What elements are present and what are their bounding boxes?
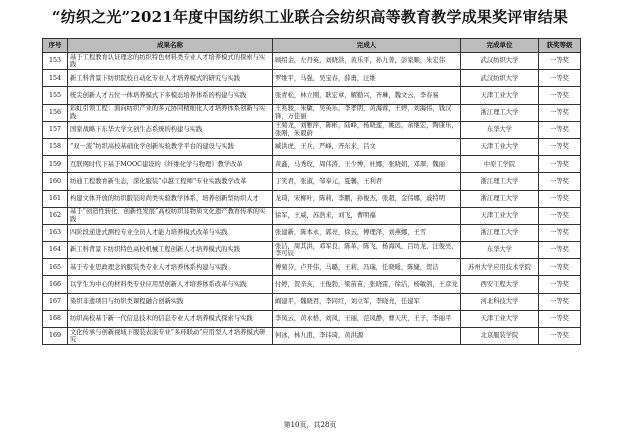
serial-cell: 163	[43, 224, 68, 241]
achievement-name-cell: 基于“创造性转化、创新性发展”高校纺织非物质文化遗产教育传承的实践	[68, 207, 273, 224]
contributors-cell: 何冰，林九甫，李玮琦，黄洪源	[273, 328, 461, 345]
table-row	[43, 87, 581, 104]
institution-cell: 西安工程大学	[461, 276, 539, 293]
contributors-cell: 罗维平，马强，吴宝春，薛勇，汪维	[273, 70, 461, 87]
serial-cell: 168	[43, 310, 68, 327]
award-level-cell: 一等奖	[539, 224, 581, 241]
table-row	[43, 224, 581, 241]
achievement-name-cell: 新工科背景下纺织特色高校机械工程创新人才培养模式的实践	[68, 242, 273, 259]
table-row	[43, 276, 581, 293]
contributors-cell: 李凤云，黄永格，刘凤，王丽，范凤静，曹天庆，王子，李丽平	[273, 310, 461, 327]
institution-cell: 浙江理工大学	[461, 173, 539, 190]
institution-cell: 天津工业大学	[461, 138, 539, 155]
serial-cell: 160	[43, 173, 68, 190]
serial-cell: 156	[43, 104, 68, 121]
contributors-cell: 张建新，陈本永，郭亮，徐云，傅理泽，刘燕娜，王雪	[273, 224, 461, 241]
institution-cell: 中原工学院	[461, 156, 539, 173]
achievement-name-cell: 统尖创新人才五位一体培养模式下多模态培养体系的构建与实践	[68, 87, 273, 104]
table-row	[43, 310, 581, 327]
award-level-cell: 一等奖	[539, 70, 581, 87]
achievement-name-cell: 互联网时代下基于MOOC建设的《纤维化学与物理》教学改革	[68, 156, 273, 173]
award-level-cell: 一等奖	[539, 242, 581, 259]
institution-cell: 东华大学	[461, 242, 539, 259]
header-institution: 完成单位	[461, 39, 539, 53]
institution-cell: 浙江理工大学	[461, 224, 539, 241]
serial-cell: 167	[43, 293, 68, 310]
institution-cell: 天津工业大学	[461, 87, 539, 104]
contributors-cell: 徐军，王威，苏浩来，刘飞，曹明福	[273, 207, 461, 224]
header-contributors: 完成人	[273, 39, 461, 53]
achievement-name-cell: 四阶段递进式测控专业全员人才能力培养模式改革与实践	[68, 224, 273, 241]
achievement-name-cell: 纺通工程教育新生态，深化服装“卓越工程师”专业实践教学改革	[68, 173, 273, 190]
serial-cell: 166	[43, 276, 68, 293]
institution-cell: 武汉纺织大学	[461, 70, 539, 87]
institution-cell: 天津工业大学	[461, 207, 539, 224]
table-header-row	[43, 39, 581, 53]
table-row	[43, 293, 581, 310]
table-row	[43, 121, 581, 138]
serial-cell: 165	[43, 259, 68, 276]
serial-cell: 159	[43, 156, 68, 173]
award-level-cell: 一等奖	[539, 190, 581, 207]
table-row	[43, 190, 581, 207]
serial-cell: 158	[43, 138, 68, 155]
serial-cell: 169	[43, 328, 68, 345]
institution-cell: 浙江理工大学	[461, 104, 539, 121]
institution-cell: 天津工业大学	[461, 310, 539, 327]
contributors-cell: 阚建平，魏晓君，李同红，刘立军，李晓亮，任建军	[273, 293, 461, 310]
contributors-cell: 张青松，林立刚，耿宏章，解勤兴，齐琳，魏文云，李春易	[273, 87, 461, 104]
serial-cell: 155	[43, 87, 68, 104]
table-row	[43, 138, 581, 155]
award-level-cell: 一等奖	[539, 276, 581, 293]
award-level-cell: 一等奖	[539, 104, 581, 121]
achievement-name-cell: 染织非遗项目与纺织类课程融合创新实践	[68, 293, 273, 310]
table-row	[43, 53, 581, 70]
institution-cell: 北京服装学院	[461, 328, 539, 345]
award-level-cell: 一等奖	[539, 156, 581, 173]
award-level-cell: 一等奖	[539, 310, 581, 327]
achievement-name-cell: “双一流”纺织高校基础化学创新实验教学平台的建设与实践	[68, 138, 273, 155]
serial-cell: 161	[43, 190, 68, 207]
award-level-cell: 一等奖	[539, 293, 581, 310]
institution-cell: 东华大学	[461, 121, 539, 138]
achievement-name-cell: 彩虹引领工程：面向纺织产业的多元协同精细化人才培养体系创新与实践	[68, 104, 273, 121]
award-level-cell: 一等奖	[539, 53, 581, 70]
achievement-name-cell: 以学生为中心的材料类专业应用型创新人才培养体系改革与实践	[68, 276, 273, 293]
contributors-cell: 王菊龙，刘雅萍，陈彬，陆峰，杨晓莲，姚远，余继宏，陶康乐，张刚，朱毅蔚	[273, 121, 461, 138]
table-row	[43, 104, 581, 121]
serial-cell: 154	[43, 70, 68, 87]
award-level-cell: 一等奖	[539, 207, 581, 224]
institution-cell: 浙江理工大学	[461, 190, 539, 207]
results-table	[42, 38, 581, 345]
contributors-cell: 张洁，周其洪，邓军良，陈革，陈飞，杨海风，吕坊龙，汪俊亮，李可辰	[273, 242, 461, 259]
achievement-name-cell: 国家战略下东华大学文创生态系统的构建与实践	[68, 121, 273, 138]
serial-cell: 157	[43, 121, 68, 138]
header-award-level: 获奖等级	[539, 39, 581, 53]
table-row	[43, 328, 581, 345]
achievement-name-cell: 基于工程教育认证理念的纺织特色材料类专业人才培养模式的探索与实践	[68, 53, 273, 70]
page-number: 第10页，共28页	[283, 421, 337, 429]
serial-cell: 164	[43, 242, 68, 259]
achievement-name-cell: 构建文体开放的纺织服装时尚类实验教学体系，培养创新型纺织人才	[68, 190, 273, 207]
serial-cell: 153	[43, 53, 68, 70]
table-row	[43, 207, 581, 224]
award-level-cell: 一等奖	[539, 138, 581, 155]
contributors-cell: 黄鑫，马秀玫，周伟涛，王少博，杜娜，张晓娟，邓翠，魏丽	[273, 156, 461, 173]
achievement-name-cell: 文化传承与创新视域下服装表演专业“多环联动”应用型人才培养模式研究	[68, 328, 273, 345]
table-row	[43, 70, 581, 87]
table-row	[43, 259, 581, 276]
institution-cell: 苏州大学应用技术学院	[461, 259, 539, 276]
contributors-cell: 臧洪虎，王兵，严峰，齐东来，吕文	[273, 138, 461, 155]
award-level-cell: 一等奖	[539, 87, 581, 104]
institution-cell: 武汉纺织大学	[461, 53, 539, 70]
header-serial: 序号	[43, 39, 68, 53]
achievement-name-cell: 基于专业思政理念的服装类专业人才培养体系构建与实践	[68, 259, 273, 276]
table-row	[43, 242, 581, 259]
institution-cell: 河北科技大学	[461, 293, 539, 310]
table-row	[43, 173, 581, 190]
award-level-cell: 一等奖	[539, 121, 581, 138]
table-row	[43, 156, 581, 173]
award-level-cell: 一等奖	[539, 328, 581, 345]
serial-cell: 162	[43, 207, 68, 224]
contributors-cell: 傅菊芬，卢开伟，马璐，王莉，冯瑞，任晓暖，陈婕，贺洁	[273, 259, 461, 276]
contributors-cell: 顾绍金，左丹英，刘晓洪，黄乐平，孙九菁，彭家顺，朱宏伟	[273, 53, 461, 70]
header-achievement-name: 成果名称	[68, 39, 273, 53]
contributors-cell: 丁笑君，张淑，邹奉元，夏馨，王利君	[273, 173, 461, 190]
contributors-cell: 付婷，贺辛亥，王俊勃，梁苗苗，张晓雷，徐洁，杨敏鸽，王彦龙	[273, 276, 461, 293]
achievement-name-cell: 新工科背景下纺织院校自动化专业人才培养模式的研究与实践	[68, 70, 273, 87]
contributors-cell: 王兆骏，朱敏，吴英乐，李孝明，黄海蓉，王婷，刘海伟，钱汉锋，万佳丽	[273, 104, 461, 121]
page-title: “纺织之光”2021年度中国纺织工业联合会纺织高等教育教学成果奖评审结果	[51, 8, 569, 26]
contributors-cell: 龙琦，宋柳叶，陈莉，李鹏，孙俊杰，张超，金伟娜，戚特明	[273, 190, 461, 207]
award-level-cell: 一等奖	[539, 173, 581, 190]
achievement-name-cell: 纺织高校基于新一代信息技术的信息专业人才培养模式探索与实践	[68, 310, 273, 327]
award-level-cell: 一等奖	[539, 259, 581, 276]
